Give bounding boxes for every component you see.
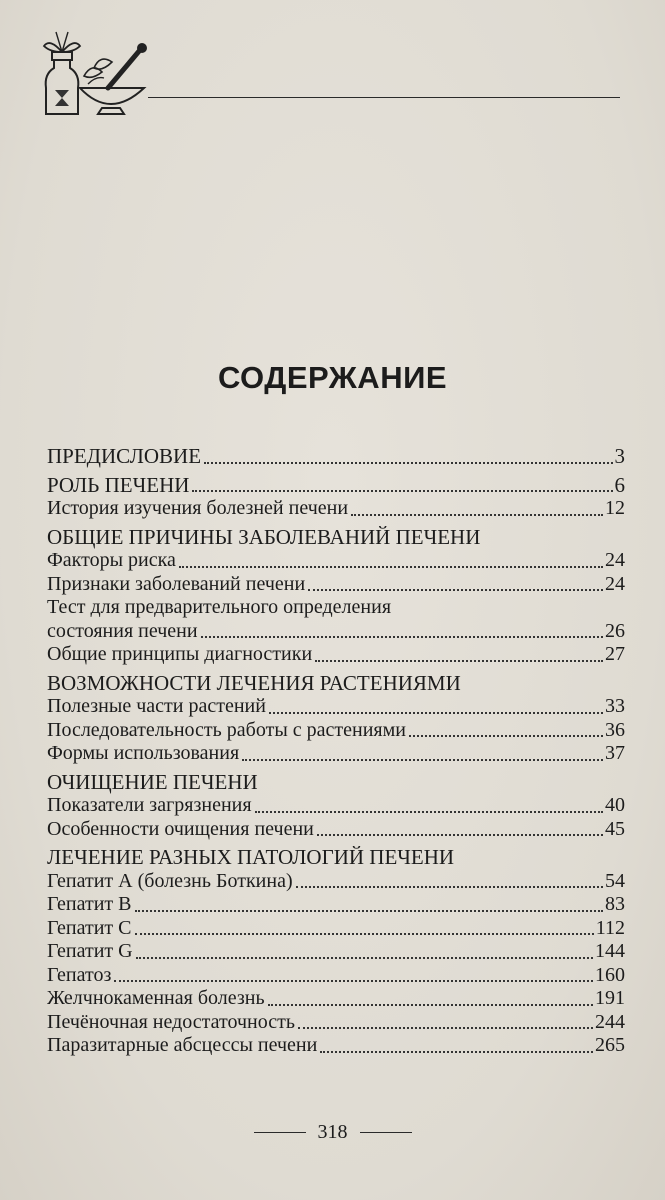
dot-leader xyxy=(255,811,603,813)
toc-page-number: 45 xyxy=(605,817,625,840)
toc-entry xyxy=(47,870,625,894)
toc-section-entry xyxy=(47,474,625,498)
toc-page-number: 144 xyxy=(595,940,625,962)
dot-leader xyxy=(136,957,593,959)
toc-page-number: 54 xyxy=(605,869,625,892)
toc-section-entry xyxy=(47,445,625,469)
toc-entry-label: Особенности очищения печени xyxy=(47,817,314,840)
dot-leader xyxy=(351,514,603,516)
toc-entry xyxy=(47,794,625,818)
toc-entry xyxy=(47,573,625,597)
toc-entry xyxy=(47,695,625,719)
toc-page-number: 27 xyxy=(605,643,625,665)
toc-page-number: 3 xyxy=(614,444,625,468)
dot-leader xyxy=(268,1004,593,1006)
dot-leader xyxy=(298,1027,593,1029)
toc-entry xyxy=(47,549,625,573)
toc-entry-label: Полезные части растений xyxy=(47,695,266,717)
toc-entry xyxy=(47,596,625,643)
toc-entry xyxy=(47,917,625,941)
apothecary-emblem-icon xyxy=(40,28,155,120)
toc-page-number: 36 xyxy=(605,718,625,741)
toc-entry xyxy=(47,893,625,917)
toc-entry xyxy=(47,497,625,521)
dot-leader xyxy=(201,636,603,638)
toc-entry-label: Показатели загрязнения xyxy=(47,794,252,816)
toc-entry-label: Общие принципы диагностики xyxy=(47,643,313,665)
toc-section-entry xyxy=(47,846,625,870)
toc-entry-label: РОЛЬ ПЕЧЕНИ xyxy=(47,472,190,497)
toc-entry-label: Гепатит С xyxy=(47,916,132,939)
toc-entry-label: Желчнокаменная болезнь xyxy=(47,987,265,1009)
dot-leader xyxy=(192,490,612,492)
dot-leader xyxy=(135,933,594,935)
dot-leader xyxy=(269,712,603,714)
dot-leader xyxy=(296,886,603,888)
toc-entry-label: ВОЗМОЖНОСТИ ЛЕЧЕНИЯ РАСТЕНИЯМИ xyxy=(47,670,461,695)
toc-entry xyxy=(47,643,625,667)
toc-entry-label: История изучения болезней печени xyxy=(47,497,349,519)
toc-section-entry xyxy=(47,771,625,795)
toc-page-number: 26 xyxy=(605,619,625,642)
toc-page-number: 244 xyxy=(595,1010,625,1033)
toc-page-number: 265 xyxy=(595,1034,625,1056)
toc-entry xyxy=(47,987,625,1011)
toc-entry-label: Тест для предварительного определения xyxy=(47,596,392,618)
toc-entry xyxy=(47,818,625,842)
toc-entry-label: Гепатит В xyxy=(47,893,132,915)
toc-page-number: 12 xyxy=(605,497,625,519)
toc-page-number: 24 xyxy=(605,549,625,571)
toc-page-number: 33 xyxy=(605,695,625,717)
toc-entry-label: Гепатит А (болезнь Боткина) xyxy=(47,869,293,892)
toc-entry-label: Последовательность работы с растениями xyxy=(47,718,406,741)
toc-entry-label: ПРЕДИСЛОВИЕ xyxy=(47,444,202,468)
toc-page-number: 191 xyxy=(595,987,625,1009)
toc-entry-label: Печёночная недостаточность xyxy=(47,1010,295,1033)
toc-entry-label: Гепатит G xyxy=(47,940,133,962)
toc-entry xyxy=(47,940,625,964)
toc-entry xyxy=(47,964,625,988)
dot-leader xyxy=(179,566,603,568)
dot-leader xyxy=(308,589,603,591)
dot-leader xyxy=(320,1051,593,1053)
toc-page-number: 24 xyxy=(605,572,625,595)
dot-leader xyxy=(315,660,603,662)
dot-leader xyxy=(204,462,612,464)
toc-page-number: 37 xyxy=(605,742,625,764)
toc-page-number: 40 xyxy=(605,794,625,816)
toc-entry xyxy=(47,1011,625,1035)
dot-leader xyxy=(409,735,603,737)
page-footer xyxy=(0,1121,665,1144)
dot-leader xyxy=(135,910,603,912)
header-rule xyxy=(148,97,620,98)
toc-page-number: 6 xyxy=(614,472,625,497)
toc-entry xyxy=(47,742,625,766)
page-number: 318 xyxy=(317,1121,348,1143)
dot-leader xyxy=(242,759,603,761)
toc-entry-label: Признаки заболеваний печени xyxy=(47,572,306,595)
dot-leader xyxy=(114,980,593,982)
toc-entry xyxy=(47,1034,625,1058)
toc-entry-label: ЛЕЧЕНИЕ РАЗНЫХ ПАТОЛОГИЙ ПЕЧЕНИ xyxy=(47,845,455,869)
footer-left-rule xyxy=(254,1132,306,1133)
toc-title: СОДЕРЖАНИЕ xyxy=(217,360,448,395)
table-of-contents xyxy=(47,445,625,1058)
toc-entry-label: Гепатоз xyxy=(47,963,112,986)
toc-entry-label: ОЧИЩЕНИЕ ПЕЧЕНИ xyxy=(47,769,258,794)
toc-entry-label: Паразитарные абсцессы печени xyxy=(47,1034,318,1056)
toc-entry xyxy=(47,719,625,743)
toc-entry-label-continued: состояния печени xyxy=(47,619,198,642)
toc-entry-label: ОБЩИЕ ПРИЧИНЫ ЗАБОЛЕВАНИЙ ПЕЧЕНИ xyxy=(47,524,481,549)
toc-section-entry xyxy=(47,526,625,550)
toc-page-number: 112 xyxy=(595,916,625,939)
toc-entry-label: Факторы риска xyxy=(47,549,176,571)
toc-section-entry xyxy=(47,672,625,696)
footer-right-rule xyxy=(360,1132,412,1133)
toc-entry-label: Формы использования xyxy=(47,742,240,764)
dot-leader xyxy=(317,834,603,836)
toc-page-number: 83 xyxy=(605,893,625,915)
toc-page-number: 160 xyxy=(595,963,625,986)
